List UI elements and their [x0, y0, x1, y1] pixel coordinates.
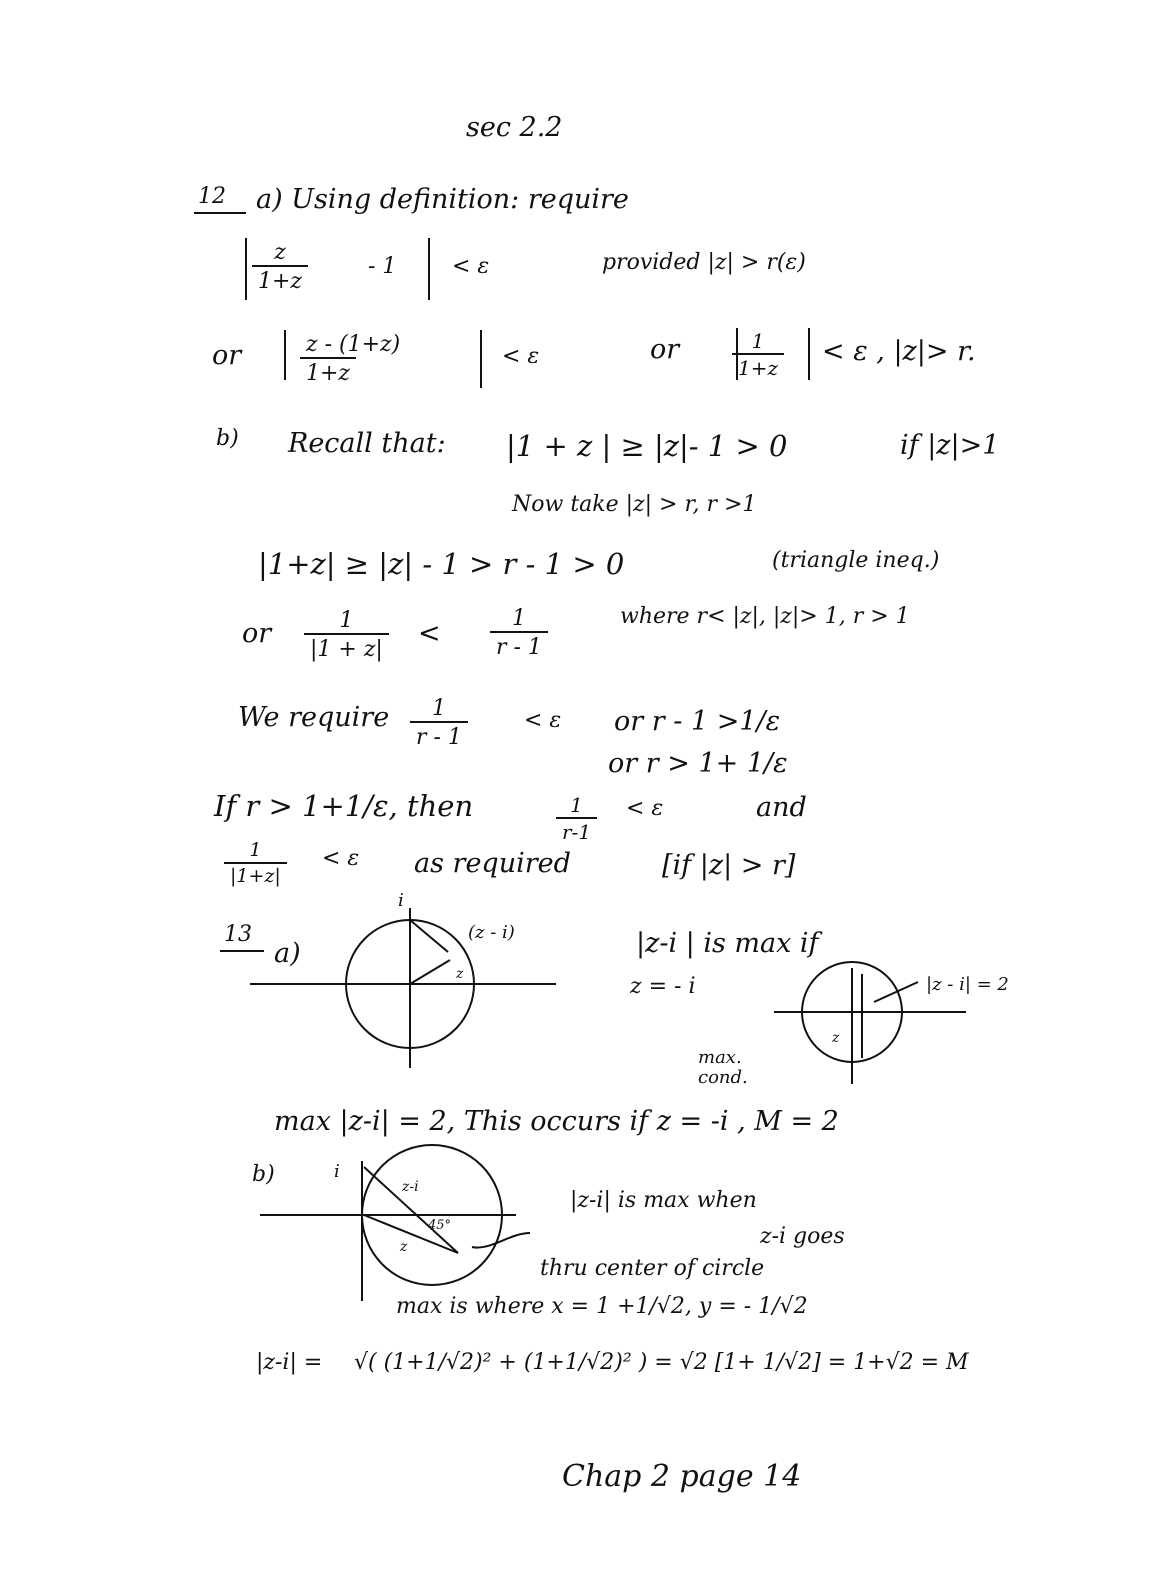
- denominator: 1+z: [300, 357, 356, 386]
- denominator: |1 + z|: [304, 633, 389, 662]
- final-rhs: √( (1+1/√2)² + (1+1/√2)² ) = √2 [1+ 1/√2] = 1+√2 = M: [354, 1350, 969, 1375]
- leader-line: [874, 982, 918, 1002]
- and-label: and: [756, 792, 807, 823]
- less-than: <: [418, 618, 441, 649]
- epsilon-condition: < ε , |z|> r.: [822, 336, 976, 367]
- we-require: We require: [238, 702, 390, 733]
- fraction-1-over-r-minus-1: [410, 696, 468, 751]
- fraction-z-minus-1plusz: [300, 332, 406, 387]
- fraction-1-over-1plusz: [732, 330, 784, 380]
- z-minus-i-label: (z - i): [468, 922, 515, 943]
- or-r-condition-1: or r - 1 >1/ε: [614, 706, 781, 737]
- numerator: 1: [431, 696, 446, 721]
- where-condition: where r< |z|, |z|> 1, r > 1: [620, 604, 910, 629]
- less-than-epsilon: < ε: [524, 708, 562, 733]
- denominator: 1+z: [732, 353, 784, 380]
- text-thru-center: thru center of circle: [540, 1256, 765, 1281]
- or-label: or: [242, 618, 272, 649]
- z-minus-i-equals-2: |z - i| = 2: [926, 974, 1009, 995]
- less-than-epsilon: < ε: [502, 344, 540, 369]
- page-footer: Chap 2 page 14: [562, 1459, 802, 1494]
- i-label: i: [334, 1161, 340, 1182]
- vector-z: [410, 960, 450, 984]
- less-than-epsilon: < ε: [322, 846, 360, 871]
- abs-bar-left: [245, 238, 247, 300]
- or-label: or: [212, 340, 242, 371]
- circle-diagram-max-cond: [770, 960, 1030, 1090]
- denominator: r-1: [556, 817, 597, 844]
- problem-12a-intro: a) Using definition: require: [256, 184, 629, 215]
- numerator: 1: [570, 793, 583, 817]
- numerator: 1: [339, 608, 354, 633]
- z-label: z: [832, 1030, 840, 1046]
- if-r-then: If r > 1+1/ε, then: [214, 789, 474, 823]
- triangle-ineq-note: (triangle ineq.): [772, 548, 940, 573]
- z-equals-minus-i: z = - i: [630, 974, 696, 999]
- result-13a: max |z-i| = 2, This occurs if z = -i , M = 2: [274, 1106, 839, 1137]
- numerator: 1: [511, 606, 526, 631]
- vector-z-minus-i: [410, 920, 448, 952]
- or-r-condition-2: or r > 1+ 1/ε: [608, 748, 788, 779]
- max-cond: max. cond.: [698, 1047, 748, 1088]
- fraction-1-over-r-1: [556, 794, 597, 844]
- inequality-condition: if |z|>1: [900, 430, 1000, 461]
- or-label: or: [650, 334, 680, 365]
- denominator: r - 1: [410, 721, 468, 750]
- fraction-1-over-r-minus-1: [490, 606, 548, 661]
- bracket-condition: [if |z| > r]: [662, 850, 796, 881]
- z-label: z: [400, 1239, 408, 1255]
- circle-diagram-13b: [260, 1155, 530, 1305]
- numerator: 1: [249, 839, 262, 861]
- minus-one: - 1: [368, 254, 397, 279]
- denominator: 1+z: [252, 265, 308, 294]
- numerator: z: [274, 240, 286, 265]
- now-take: Now take |z| > r, r >1: [512, 492, 757, 517]
- abs-bar-right: [428, 238, 430, 300]
- is-max-if: |z-i | is max if: [636, 928, 819, 959]
- denominator: |1+z|: [224, 862, 287, 888]
- denominator: r - 1: [490, 631, 548, 660]
- i-label: i: [398, 890, 404, 911]
- numerator: z - (1+z): [306, 332, 401, 357]
- curved-pointer: [472, 1233, 530, 1248]
- text-is-max-when: |z-i| is max when: [570, 1188, 757, 1213]
- problem-12-underline: [194, 212, 246, 214]
- recall-that: Recall that:: [288, 428, 446, 459]
- provided-condition: provided |z| > r(ε): [602, 250, 806, 275]
- part-b-label: b): [216, 426, 239, 451]
- final-lhs: |z-i| =: [256, 1350, 323, 1375]
- part-b-label: b): [252, 1162, 275, 1187]
- inequality-chain: |1+z| ≥ |z| - 1 > r - 1 > 0: [258, 547, 625, 581]
- fraction-z-over-1-plus-z: [252, 240, 308, 295]
- abs-bar-left: [284, 330, 286, 380]
- fraction-1-over-abs-1plusz: [304, 608, 389, 663]
- max-is-where: max is where x = 1 +1/√2, y = - 1/√2: [396, 1294, 808, 1319]
- fraction-1-over-abs-1plusz: [224, 840, 287, 888]
- abs-bar-right: [480, 330, 482, 388]
- part-a-label: a): [274, 938, 301, 969]
- abs-bar-right: [808, 328, 810, 380]
- triangle-inequality: |1 + z | ≥ |z|- 1 > 0: [506, 429, 788, 463]
- less-than-epsilon: < ε: [452, 254, 490, 279]
- circle-diagram-13a: [250, 890, 560, 1080]
- z-label: z: [456, 966, 464, 982]
- section-heading: sec 2.2: [466, 112, 563, 143]
- z-minus-i-label: z-i: [402, 1179, 419, 1195]
- numerator: 1: [751, 329, 765, 353]
- problem-13-label: 13: [224, 922, 252, 947]
- problem-12-label: 12: [198, 184, 226, 209]
- less-than-epsilon: < ε: [626, 796, 664, 821]
- as-required: as required: [414, 848, 571, 879]
- angle-label: 45°: [428, 1218, 452, 1233]
- text-goes: z-i goes: [760, 1224, 845, 1249]
